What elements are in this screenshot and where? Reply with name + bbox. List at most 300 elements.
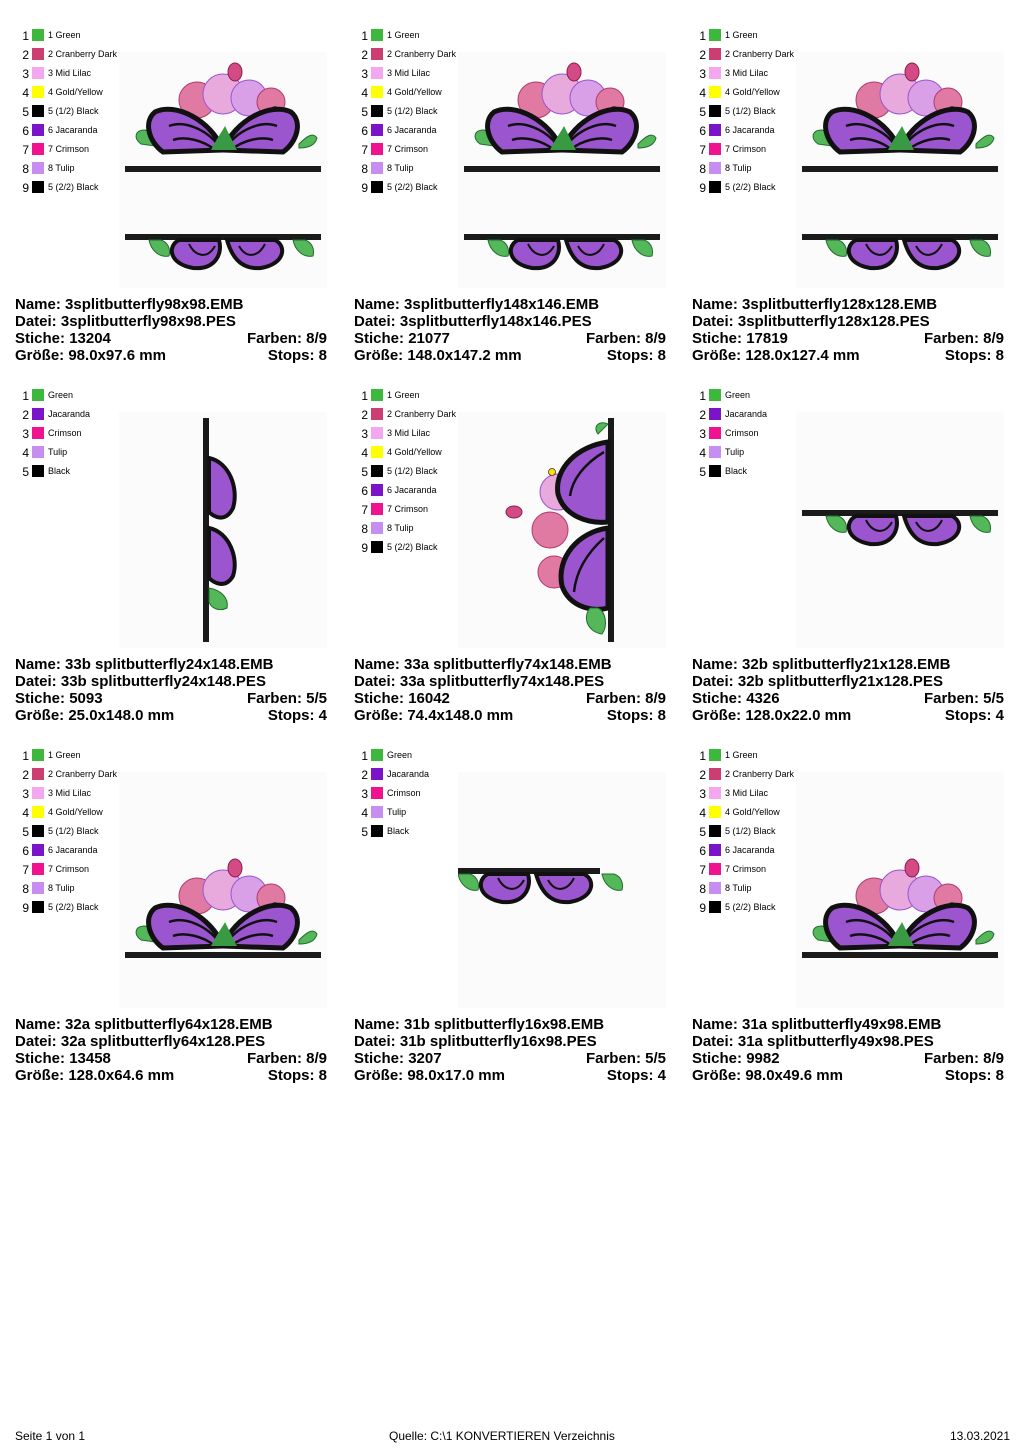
color-number: 2 — [361, 768, 368, 782]
file-name: 32a splitbutterfly64x128.EMB — [65, 1016, 273, 1033]
color-swatch — [371, 124, 383, 136]
design-card — [692, 386, 1010, 724]
file-datei-line — [354, 1033, 666, 1050]
color-swatch — [709, 882, 721, 894]
color-number: 3 — [22, 787, 29, 801]
color-name: 2 Cranberry Dark — [725, 49, 795, 59]
stitch-line — [692, 690, 1004, 707]
color-number: 1 — [22, 29, 29, 43]
color-name: 8 Tulip — [725, 163, 752, 173]
file-datei: 3splitbutterfly98x98.PES — [60, 313, 236, 330]
color-number: 1 — [361, 29, 368, 43]
file-name: 33b splitbutterfly24x148.EMB — [65, 656, 274, 673]
color-number: 7 — [699, 863, 706, 877]
color-name: 8 Tulip — [48, 163, 75, 173]
color-number: 9 — [361, 181, 368, 195]
stop-count: 8 — [995, 347, 1004, 364]
color-swatch — [709, 749, 721, 761]
stitch-count: 9982 — [746, 1050, 780, 1067]
color-number: 5 — [699, 105, 706, 119]
color-number: 3 — [699, 67, 706, 81]
embroidery-preview — [458, 52, 666, 288]
color-swatch — [32, 29, 44, 41]
file-name-line — [354, 1016, 666, 1033]
file-datei-line — [354, 673, 666, 690]
color-number: 2 — [361, 408, 368, 422]
design-size: 98.0x49.6 mm — [745, 1067, 843, 1084]
color-name: 6 Jacaranda — [387, 125, 437, 135]
color-number: 4 — [699, 806, 706, 820]
color-swatch — [709, 181, 721, 193]
color-swatch — [32, 768, 44, 780]
color-swatch — [371, 162, 383, 174]
color-swatch — [32, 124, 44, 136]
color-number: 9 — [361, 541, 368, 555]
print-date: 13.03.2021 — [949, 1429, 1010, 1443]
groesse-label: Größe: — [354, 347, 404, 364]
color-name: 3 Mid Lilac — [725, 788, 769, 798]
color-swatch — [709, 768, 721, 780]
color-name: 6 Jacaranda — [725, 845, 775, 855]
color-swatch — [32, 408, 44, 420]
size-line — [354, 347, 666, 364]
color-count: 8/9 — [983, 1050, 1004, 1067]
color-swatch — [709, 787, 721, 799]
color-name: 4 Gold/Yellow — [387, 87, 442, 97]
color-name: Black — [725, 466, 748, 476]
stitch-count: 17819 — [746, 330, 788, 347]
design-info — [354, 656, 666, 724]
color-name: 2 Cranberry Dark — [387, 409, 457, 419]
color-swatch — [371, 389, 383, 401]
farben-label: Farben: — [246, 1050, 302, 1067]
design-card — [354, 386, 672, 724]
file-datei-line — [15, 673, 327, 690]
stop-count: 8 — [657, 347, 666, 364]
name-label: Name: — [15, 656, 61, 673]
color-count: 8/9 — [983, 330, 1004, 347]
color-swatch — [709, 863, 721, 875]
color-name: Jacaranda — [48, 409, 91, 419]
color-number: 1 — [699, 29, 706, 43]
color-number: 1 — [699, 749, 706, 763]
color-swatch — [709, 86, 721, 98]
design-size: 98.0x97.6 mm — [68, 347, 166, 364]
color-name: 1 Green — [48, 30, 81, 40]
color-swatch — [32, 181, 44, 193]
color-number: 2 — [699, 48, 706, 62]
color-number: 8 — [361, 522, 368, 536]
name-label: Name: — [15, 1016, 61, 1033]
datei-label: Datei: — [692, 313, 734, 330]
stitch-count: 13458 — [69, 1050, 111, 1067]
datei-label: Datei: — [15, 1033, 57, 1050]
file-name-line — [692, 1016, 1004, 1033]
color-name: Black — [48, 466, 71, 476]
color-swatch — [371, 67, 383, 79]
color-number: 7 — [361, 503, 368, 517]
name-label: Name: — [354, 1016, 400, 1033]
color-count: 8/9 — [645, 330, 666, 347]
color-swatch — [371, 541, 383, 553]
datei-label: Datei: — [15, 313, 57, 330]
stop-count: 4 — [318, 707, 327, 724]
embroidery-preview — [458, 772, 666, 1008]
color-name: Tulip — [387, 807, 407, 817]
design-card — [15, 746, 333, 1084]
color-number: 5 — [361, 465, 368, 479]
stop-count: 4 — [995, 707, 1004, 724]
farben-label: Farben: — [246, 330, 302, 347]
stiche-label: Stiche: — [692, 330, 743, 347]
stiche-label: Stiche: — [15, 330, 66, 347]
size-line — [15, 707, 327, 724]
file-name-line — [15, 296, 327, 313]
farben-label: Farben: — [923, 1050, 979, 1067]
color-name: 5 (1/2) Black — [48, 826, 99, 836]
color-swatch — [371, 768, 383, 780]
design-info — [354, 296, 666, 364]
design-info — [15, 1016, 327, 1084]
size-line — [692, 347, 1004, 364]
stitch-line — [354, 330, 666, 347]
groesse-label: Größe: — [15, 707, 65, 724]
color-name: 4 Gold/Yellow — [387, 447, 442, 457]
color-number: 8 — [22, 162, 29, 176]
color-name: 4 Gold/Yellow — [48, 807, 103, 817]
stitch-line — [354, 1050, 666, 1067]
color-number: 2 — [22, 408, 29, 422]
color-number: 1 — [22, 389, 29, 403]
stops-label: Stops: — [606, 707, 654, 724]
file-datei-line — [15, 1033, 327, 1050]
color-name: Jacaranda — [387, 769, 430, 779]
color-name: 6 Jacaranda — [48, 125, 98, 135]
color-count: 8/9 — [306, 1050, 327, 1067]
color-number: 1 — [699, 389, 706, 403]
color-swatch — [32, 427, 44, 439]
color-name: 2 Cranberry Dark — [48, 49, 118, 59]
color-number: 7 — [699, 143, 706, 157]
color-number: 5 — [22, 825, 29, 839]
design-info — [15, 656, 327, 724]
color-count: 5/5 — [645, 1050, 666, 1067]
name-label: Name: — [692, 1016, 738, 1033]
file-datei: 32a splitbutterfly64x128.PES — [60, 1033, 266, 1050]
name-label: Name: — [354, 656, 400, 673]
name-label: Name: — [354, 296, 400, 313]
color-number: 5 — [22, 105, 29, 119]
color-swatch — [709, 901, 721, 913]
embroidery-preview — [796, 772, 1004, 1008]
embroidery-preview — [458, 412, 666, 648]
stitch-line — [15, 330, 327, 347]
datei-label: Datei: — [692, 673, 734, 690]
color-name: Crimson — [48, 428, 82, 438]
color-swatch — [709, 143, 721, 155]
file-name-line — [692, 296, 1004, 313]
stops-label: Stops: — [944, 1067, 992, 1084]
color-count: 8/9 — [306, 330, 327, 347]
color-count: 5/5 — [983, 690, 1004, 707]
file-datei-line — [354, 313, 666, 330]
file-name-line — [15, 1016, 327, 1033]
color-name: 3 Mid Lilac — [387, 68, 431, 78]
color-swatch — [371, 86, 383, 98]
color-name: 1 Green — [48, 750, 81, 760]
color-name: 6 Jacaranda — [48, 845, 98, 855]
color-name: Crimson — [725, 428, 759, 438]
file-name-line — [15, 656, 327, 673]
color-name: 7 Crimson — [387, 504, 429, 514]
color-name: 5 (1/2) Black — [725, 106, 776, 116]
color-number: 4 — [22, 86, 29, 100]
color-name: 7 Crimson — [387, 144, 429, 154]
color-swatch — [32, 162, 44, 174]
color-number: 3 — [22, 67, 29, 81]
stops-label: Stops: — [944, 707, 992, 724]
color-swatch — [371, 484, 383, 496]
design-size: 128.0x64.6 mm — [68, 1067, 175, 1084]
color-number: 3 — [361, 427, 368, 441]
color-number: 5 — [22, 465, 29, 479]
color-name: Jacaranda — [725, 409, 768, 419]
color-swatch — [709, 446, 721, 458]
stiche-label: Stiche: — [354, 690, 405, 707]
color-name: Green — [387, 750, 413, 760]
stops-label: Stops: — [267, 707, 315, 724]
color-number: 3 — [361, 67, 368, 81]
stiche-label: Stiche: — [15, 690, 66, 707]
color-number: 8 — [361, 162, 368, 176]
color-swatch — [371, 465, 383, 477]
color-name: Crimson — [387, 788, 421, 798]
color-swatch — [709, 465, 721, 477]
stop-count: 8 — [318, 347, 327, 364]
color-number: 3 — [22, 427, 29, 441]
color-name: 5 (2/2) Black — [387, 542, 438, 552]
color-swatch — [709, 124, 721, 136]
color-number: 6 — [699, 844, 706, 858]
design-size: 128.0x22.0 mm — [745, 707, 852, 724]
design-card — [354, 26, 672, 364]
design-info — [692, 656, 1004, 724]
stops-label: Stops: — [606, 347, 654, 364]
color-swatch — [709, 48, 721, 60]
color-name: 8 Tulip — [725, 883, 752, 893]
color-swatch — [371, 427, 383, 439]
file-name-line — [354, 296, 666, 313]
color-swatch — [371, 522, 383, 534]
color-number: 9 — [699, 901, 706, 915]
color-name: Tulip — [725, 447, 745, 457]
color-swatch — [32, 749, 44, 761]
color-name: 4 Gold/Yellow — [725, 807, 780, 817]
farben-label: Farben: — [246, 690, 302, 707]
embroidery-preview — [796, 412, 1004, 648]
color-name: 5 (2/2) Black — [48, 182, 99, 192]
color-swatch — [32, 389, 44, 401]
stop-count: 8 — [657, 707, 666, 724]
design-card — [692, 26, 1010, 364]
color-swatch — [371, 143, 383, 155]
color-number: 4 — [22, 806, 29, 820]
design-info — [692, 1016, 1004, 1084]
color-name: 7 Crimson — [48, 864, 90, 874]
stitch-count: 3207 — [408, 1050, 442, 1067]
stops-label: Stops: — [267, 1067, 315, 1084]
color-number: 4 — [699, 86, 706, 100]
embroidery-preview — [119, 772, 327, 1008]
color-number: 5 — [699, 465, 706, 479]
size-line — [692, 1067, 1004, 1084]
stop-count: 8 — [995, 1067, 1004, 1084]
datei-label: Datei: — [354, 313, 396, 330]
groesse-label: Größe: — [692, 707, 742, 724]
color-swatch — [32, 863, 44, 875]
color-name: 5 (1/2) Black — [48, 106, 99, 116]
farben-label: Farben: — [923, 690, 979, 707]
embroidery-preview — [796, 52, 1004, 288]
color-count: 5/5 — [306, 690, 327, 707]
color-swatch — [371, 749, 383, 761]
color-swatch — [371, 806, 383, 818]
datei-label: Datei: — [15, 673, 57, 690]
color-name: 5 (1/2) Black — [725, 826, 776, 836]
color-swatch — [371, 181, 383, 193]
color-number: 6 — [22, 844, 29, 858]
file-name-line — [354, 656, 666, 673]
design-size: 148.0x147.2 mm — [407, 347, 522, 364]
color-swatch — [709, 844, 721, 856]
design-size: 98.0x17.0 mm — [407, 1067, 505, 1084]
color-swatch — [32, 806, 44, 818]
file-name: 3splitbutterfly98x98.EMB — [65, 296, 244, 313]
color-number: 5 — [699, 825, 706, 839]
file-name: 32b splitbutterfly21x128.EMB — [742, 656, 951, 673]
color-number: 4 — [699, 446, 706, 460]
color-name: 6 Jacaranda — [387, 485, 437, 495]
groesse-label: Größe: — [692, 1067, 742, 1084]
color-swatch — [32, 465, 44, 477]
color-swatch — [709, 29, 721, 41]
color-number: 1 — [22, 749, 29, 763]
color-name: 3 Mid Lilac — [48, 788, 92, 798]
color-number: 8 — [699, 882, 706, 896]
color-number: 6 — [361, 484, 368, 498]
color-name: 4 Gold/Yellow — [48, 87, 103, 97]
color-swatch — [371, 446, 383, 458]
color-number: 9 — [22, 181, 29, 195]
file-datei: 33b splitbutterfly24x148.PES — [60, 673, 266, 690]
color-name: 5 (2/2) Black — [725, 182, 776, 192]
color-number: 3 — [361, 787, 368, 801]
size-line — [15, 347, 327, 364]
color-number: 9 — [22, 901, 29, 915]
stops-label: Stops: — [944, 347, 992, 364]
color-swatch — [709, 105, 721, 117]
embroidery-preview — [119, 52, 327, 288]
size-line — [354, 707, 666, 724]
file-name-line — [692, 656, 1004, 673]
color-number: 4 — [361, 806, 368, 820]
groesse-label: Größe: — [692, 347, 742, 364]
color-name: 2 Cranberry Dark — [48, 769, 118, 779]
design-size: 128.0x127.4 mm — [745, 347, 860, 364]
color-swatch — [32, 143, 44, 155]
color-name: 3 Mid Lilac — [725, 68, 769, 78]
embroidery-preview — [119, 412, 327, 648]
color-swatch — [32, 844, 44, 856]
color-swatch — [32, 787, 44, 799]
color-name: 5 (1/2) Black — [387, 106, 438, 116]
color-number: 3 — [699, 787, 706, 801]
color-number: 3 — [699, 427, 706, 441]
file-datei: 31b splitbutterfly16x98.PES — [399, 1033, 597, 1050]
color-swatch — [709, 389, 721, 401]
stitch-line — [15, 1050, 327, 1067]
file-name: 3splitbutterfly128x128.EMB — [742, 296, 938, 313]
design-card — [354, 746, 672, 1084]
color-number: 8 — [699, 162, 706, 176]
color-name: 1 Green — [387, 30, 420, 40]
color-number: 1 — [361, 749, 368, 763]
color-swatch — [371, 825, 383, 837]
color-number: 7 — [22, 143, 29, 157]
color-swatch — [371, 787, 383, 799]
groesse-label: Größe: — [15, 1067, 65, 1084]
color-number: 4 — [361, 446, 368, 460]
stiche-label: Stiche: — [692, 690, 743, 707]
color-name: 5 (2/2) Black — [725, 902, 776, 912]
stitch-line — [692, 330, 1004, 347]
color-name: 7 Crimson — [725, 864, 767, 874]
file-datei: 31a splitbutterfly49x98.PES — [737, 1033, 934, 1050]
color-number: 2 — [22, 48, 29, 62]
color-swatch — [371, 503, 383, 515]
color-swatch — [709, 806, 721, 818]
color-number: 5 — [361, 105, 368, 119]
color-name: 8 Tulip — [387, 163, 414, 173]
file-name: 33a splitbutterfly74x148.EMB — [404, 656, 612, 673]
color-number: 2 — [699, 768, 706, 782]
stitch-count: 4326 — [746, 690, 780, 707]
size-line — [354, 1067, 666, 1084]
color-name: Green — [725, 390, 751, 400]
stitch-line — [15, 690, 327, 707]
color-name: 1 Green — [725, 750, 758, 760]
color-name: 3 Mid Lilac — [387, 428, 431, 438]
color-swatch — [32, 901, 44, 913]
color-number: 6 — [699, 124, 706, 138]
color-name: 3 Mid Lilac — [48, 68, 92, 78]
stops-label: Stops: — [267, 347, 315, 364]
design-size: 25.0x148.0 mm — [68, 707, 175, 724]
stop-count: 8 — [318, 1067, 327, 1084]
stops-label: Stops: — [606, 1067, 654, 1084]
color-number: 7 — [361, 143, 368, 157]
color-number: 6 — [22, 124, 29, 138]
name-label: Name: — [15, 296, 61, 313]
datei-label: Datei: — [692, 1033, 734, 1050]
design-size: 74.4x148.0 mm — [407, 707, 514, 724]
color-number: 8 — [22, 882, 29, 896]
color-count: 8/9 — [645, 690, 666, 707]
color-name: 5 (1/2) Black — [387, 466, 438, 476]
file-name: 31b splitbutterfly16x98.EMB — [404, 1016, 605, 1033]
stiche-label: Stiche: — [354, 1050, 405, 1067]
farben-label: Farben: — [585, 1050, 641, 1067]
